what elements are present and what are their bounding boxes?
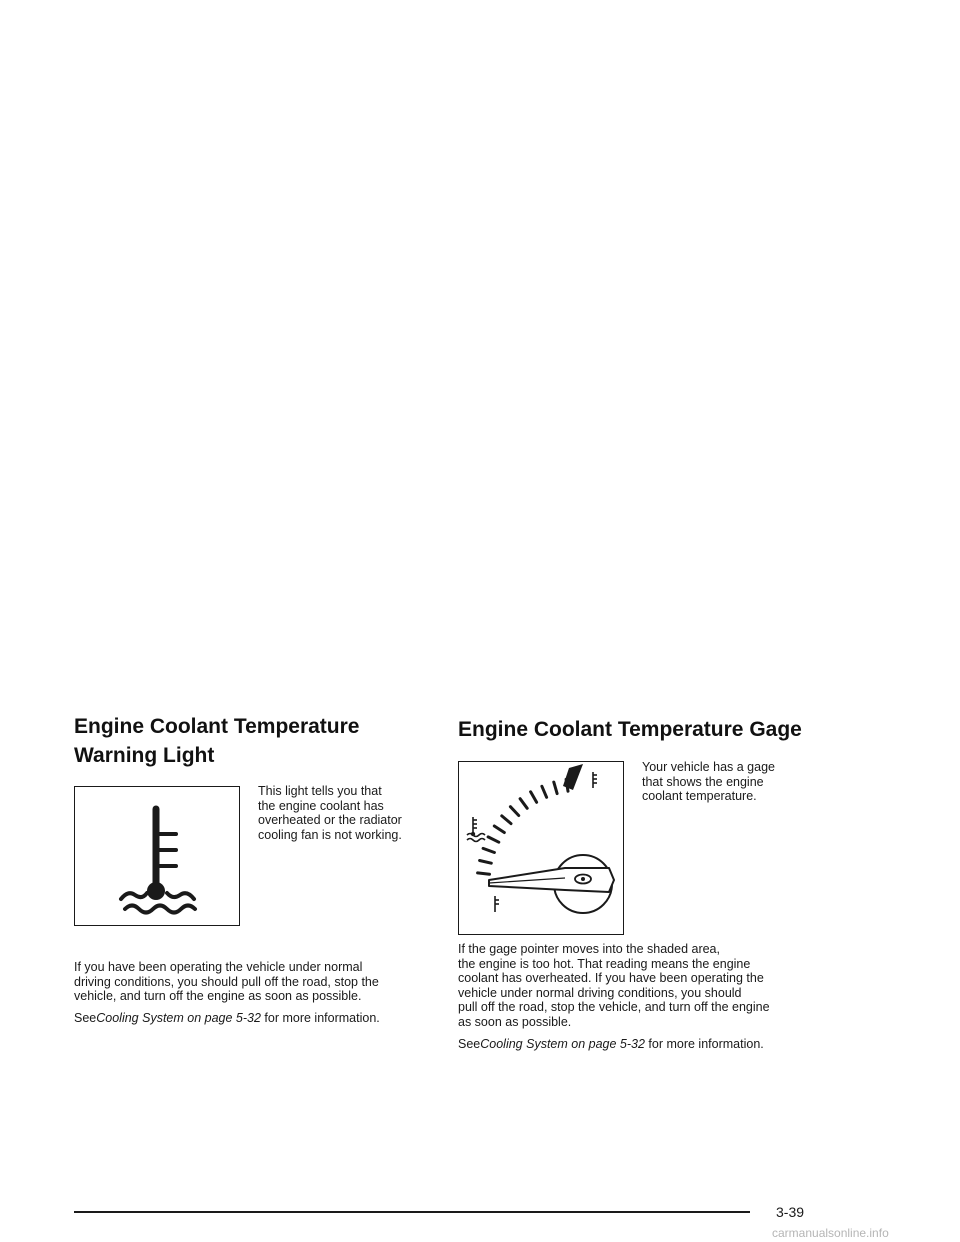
side-text-line: overheated or the radiator <box>258 813 402 828</box>
body-line: pull off the road, stop the vehicle, and turn off the engine <box>458 1000 770 1015</box>
see-suffix: for more information. <box>648 1036 764 1051</box>
gage-tick <box>520 799 527 809</box>
see-prefix: See <box>74 1010 97 1025</box>
gage-tick <box>502 816 511 824</box>
see-suffix: for more information. <box>264 1010 380 1025</box>
warning-light-section <box>74 712 434 1025</box>
warning-light-title-line2: Warning Light <box>74 744 215 767</box>
gage-tick <box>542 786 547 797</box>
body-line: vehicle under normal driving conditions, you should <box>458 985 742 1000</box>
see-prefix: See <box>458 1036 481 1051</box>
gage-shaded-zone <box>563 764 583 790</box>
body-line: vehicle, and turn off the engine as soon as possible. <box>74 989 362 1004</box>
gage-tick <box>494 826 504 833</box>
warning-light-figure <box>74 786 240 926</box>
warning-light-title-line1: Engine Coolant Temperature <box>74 715 360 738</box>
warning-light-see-reference <box>74 1011 434 1026</box>
side-text-line: coolant temperature. <box>642 789 757 804</box>
side-text-line: that shows the engine <box>642 774 764 789</box>
footer-rule <box>74 1211 750 1213</box>
gage-tick <box>483 848 494 852</box>
body-line: as soon as possible. <box>458 1014 572 1029</box>
gage-section <box>458 712 838 1051</box>
gage-tick <box>554 782 557 794</box>
warning-light-body <box>74 960 434 1004</box>
gage-title: Engine Coolant Temperature Gage <box>458 718 802 741</box>
side-text-line: cooling fan is not working. <box>258 827 402 842</box>
gage-body <box>458 942 838 1030</box>
gage-side-text <box>642 760 775 804</box>
body-line: driving conditions, you should pull off the road, stop the <box>74 974 379 989</box>
body-line: If you have been operating the vehicle under normal <box>74 960 363 974</box>
gage-see-reference <box>458 1037 838 1052</box>
watermark: carmanualsonline.info <box>772 1226 889 1240</box>
gage-pointer <box>489 855 614 913</box>
gage-figure-row <box>458 744 838 942</box>
cooling-system-link[interactable]: Cooling System on page 5-32 <box>96 1010 261 1025</box>
warning-light-title <box>74 712 434 770</box>
page-number: 3-39 <box>776 1204 805 1220</box>
gage-figure <box>458 761 624 935</box>
warning-light-figure-row <box>74 770 434 960</box>
gage-tick <box>488 837 499 842</box>
body-line: If the gage pointer moves into the shaded area, <box>458 942 720 956</box>
side-text-line: Your vehicle has a gage <box>642 760 775 774</box>
body-line: the engine is too hot. That reading means the engine <box>458 956 751 971</box>
cooling-system-link[interactable]: Cooling System on page 5-32 <box>480 1036 645 1051</box>
gage-tick <box>531 792 537 803</box>
coolant-temperature-gage-icon <box>459 762 622 933</box>
body-line: coolant has overheated. If you have been operating the <box>458 971 764 986</box>
gage-tick <box>480 861 492 864</box>
side-text-line: the engine coolant has <box>258 798 384 813</box>
side-text-line: This light tells you that <box>258 784 382 798</box>
gage-tick <box>478 873 490 874</box>
warning-light-side-text <box>258 784 402 842</box>
coolant-temperature-warning-icon <box>75 787 238 924</box>
gage-tick <box>510 807 518 816</box>
